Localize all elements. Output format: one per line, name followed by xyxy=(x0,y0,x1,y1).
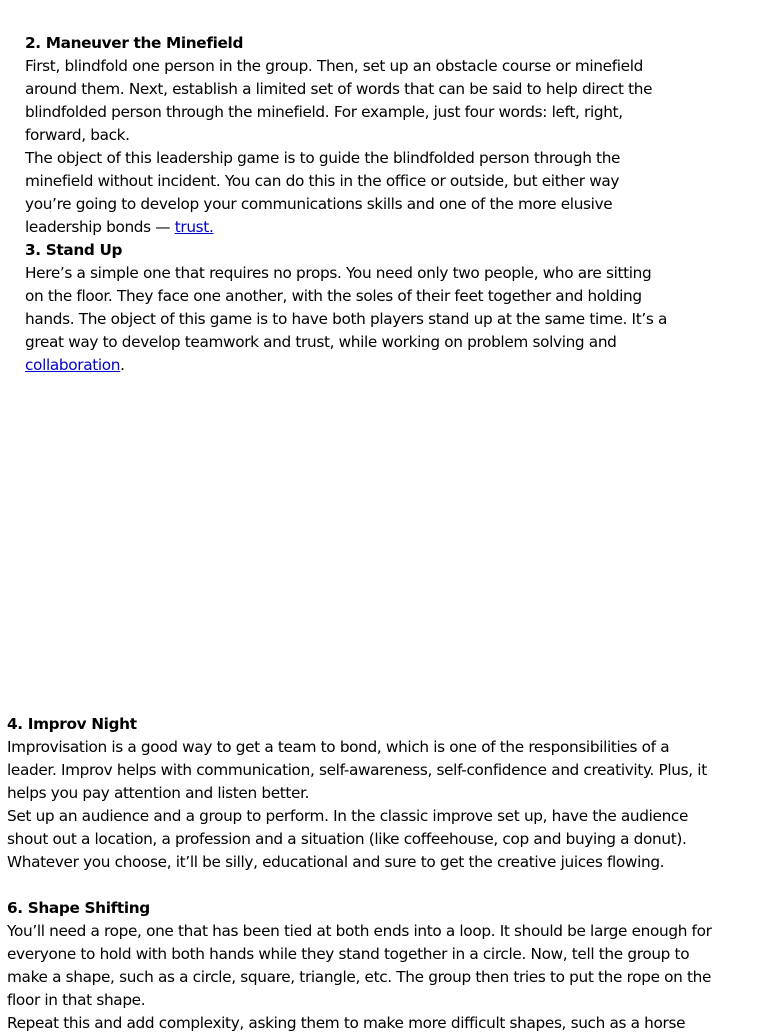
body-line: leader. Improv helps with communication, self-awareness, self-confidence and creativity. Plus, it xyxy=(7,761,707,779)
body-line: helps you pay attention and listen better. xyxy=(7,784,310,802)
body-line: First, blindfold one person in the group. Then, set up an obstacle course or minefield xyxy=(25,57,643,75)
body-line: Whatever you choose, it’ll be silly, educational and sure to get the creative juices flowing. xyxy=(7,853,665,871)
body-line: great way to develop teamwork and trust, while working on problem solving and xyxy=(25,333,617,351)
body-line: around them. Next, establish a limited set of words that can be said to help direct the xyxy=(25,80,653,98)
body-line: You’ll need a rope, one that has been tied at both ends into a loop. It should be large enough for xyxy=(7,922,712,940)
body-line: minefield without incident. You can do this in the office or outside, but either way xyxy=(25,172,620,190)
upper-text-block xyxy=(25,32,750,377)
trust-link[interactable]: trust. xyxy=(174,218,214,236)
paragraph-spacer xyxy=(7,874,765,897)
lower-text-block xyxy=(7,713,765,1035)
body-text: . xyxy=(120,356,125,374)
body-line: blindfolded person through the minefield. For example, just four words: left, right, xyxy=(25,103,623,121)
body-line-with-link xyxy=(25,354,750,377)
body-line: Set up an audience and a group to perform. In the classic improve set up, have the audience xyxy=(7,807,689,825)
body-line: forward, back. xyxy=(25,126,130,144)
body-line: on the floor. They face one another, with the soles of their feet together and holding xyxy=(25,287,642,305)
body-line: The object of this leadership game is to guide the blindfolded person through the xyxy=(25,149,621,167)
body-line: hands. The object of this game is to have both players stand up at the same time. It’s a xyxy=(25,310,668,328)
section-2-heading: 2. Maneuver the Minefield xyxy=(25,34,244,52)
section-6-heading: 6. Shape Shifting xyxy=(7,899,150,917)
body-text: leadership bonds — xyxy=(25,218,175,236)
body-line: Repeat this and add complexity, asking them to make more difficult shapes, such as a horse xyxy=(7,1014,686,1032)
body-line: Here’s a simple one that requires no props. You need only two people, who are sitting xyxy=(25,264,652,282)
body-line: floor in that shape. xyxy=(7,991,146,1009)
body-line: everyone to hold with both hands while they stand together in a circle. Now, tell the group to xyxy=(7,945,690,963)
body-line: shout out a location, a profession and a situation (like coffeehouse, cop and buying a donut). xyxy=(7,830,687,848)
section-3-heading: 3. Stand Up xyxy=(25,241,123,259)
body-line: Improvisation is a good way to get a team to bond, which is one of the responsibilities of a xyxy=(7,738,670,756)
section-4-heading: 4. Improv Night xyxy=(7,715,137,733)
body-line-with-link xyxy=(25,216,750,239)
collaboration-link[interactable]: collaboration xyxy=(25,356,121,374)
body-line: make a shape, such as a circle, square, triangle, etc. The group then tries to put the rope on the xyxy=(7,968,712,986)
body-line: you’re going to develop your communications skills and one of the more elusive xyxy=(25,195,613,213)
